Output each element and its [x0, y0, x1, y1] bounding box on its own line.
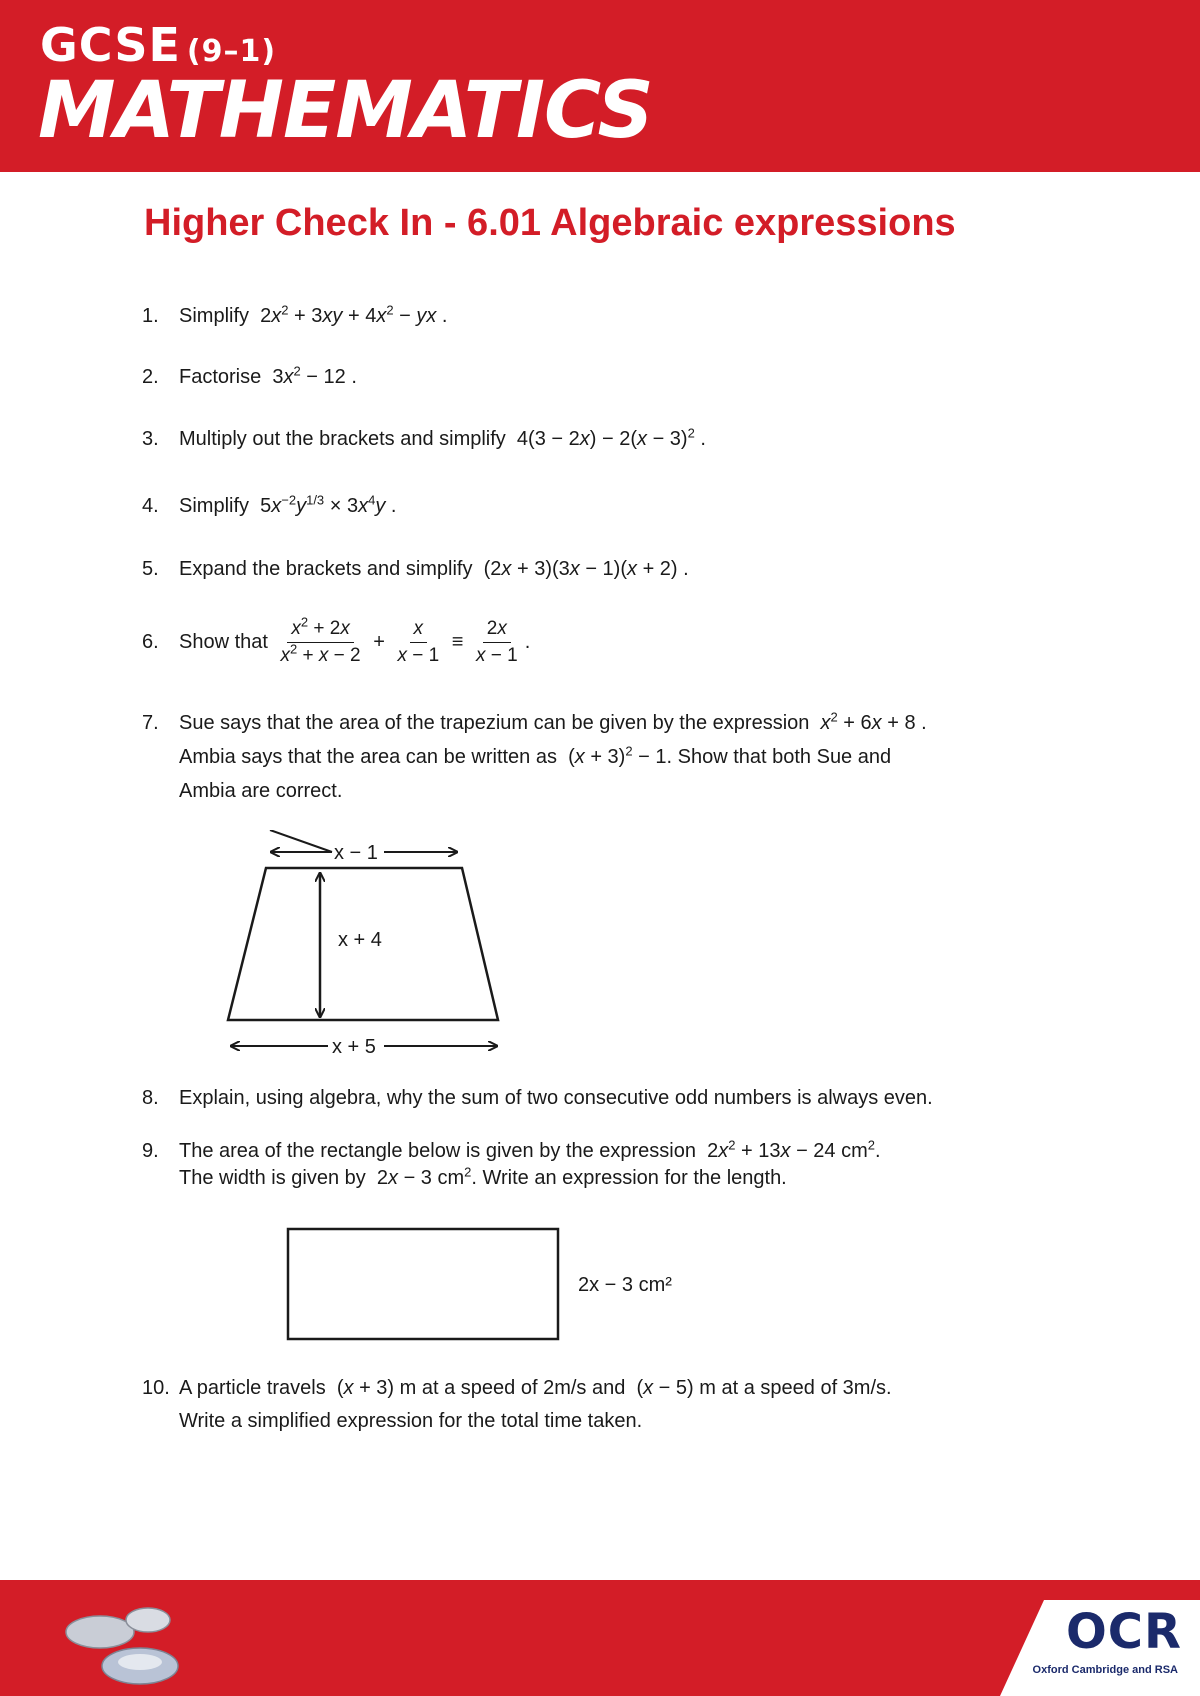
- question-number: 2.: [142, 366, 159, 388]
- top-side-label: x − 1: [334, 842, 378, 864]
- footer-banner: [0, 1580, 1200, 1696]
- ocr-logo: OCR: [1066, 1604, 1182, 1660]
- question-2: [142, 361, 357, 393]
- question-text: Show that: [179, 631, 268, 653]
- grade-range: (9–1): [186, 34, 277, 69]
- question-text: Write a simplified expression for the total time taken.: [179, 1410, 643, 1432]
- gcse-label: [40, 18, 277, 72]
- question-number: 10.: [142, 1377, 170, 1399]
- question-3: [142, 423, 706, 455]
- height-label: x + 4: [338, 929, 382, 951]
- math-expression: $2x^2 + 3xy + 4x^2$ − yx .: [254, 302, 448, 327]
- question-number: 6.: [142, 631, 159, 653]
- question-text: Multiply out the brackets and simplify: [179, 428, 506, 450]
- question-number: 4.: [142, 495, 159, 517]
- header-banner: [0, 0, 1200, 172]
- math-expression: $5x^{-2}y^{1/3} \times 3x^4y$ .: [254, 492, 397, 517]
- question-6: [142, 613, 530, 671]
- math-expression: $3x^2 - 12$ .: [266, 363, 357, 388]
- question-text: Ambia says that the area can be written as: [179, 746, 557, 768]
- question-text: The area of the rectangle below is given by the expression: [179, 1140, 696, 1162]
- page-title: Higher Check In - 6.01 Algebraic expressions: [144, 202, 956, 244]
- question-8: [142, 1082, 933, 1114]
- question-9: [142, 1138, 881, 1192]
- question-text: Ambia are correct.: [179, 780, 343, 802]
- math-expression: $2x^2 + 13x - 24$ $cm^2$.: [701, 1137, 881, 1162]
- question-4: [142, 490, 396, 522]
- rectangle-width-label: 2x − 3 cm²: [578, 1274, 672, 1296]
- math-expression: $\frac{x^2 + 2x}{x^2 + x - 2}$ + $\frac{x}{x - 1}$ ≡ $\frac{2x}{x - 1}$ .: [280, 614, 531, 667]
- ocr-logo-subtitle: Oxford Cambridge and RSA: [1032, 1664, 1178, 1676]
- math-expression: (x − 5): [630, 1377, 700, 1399]
- math-expression: $x^2 + 6x + 8$ .: [820, 709, 927, 734]
- question-number: 8.: [142, 1087, 159, 1109]
- question-number: 3.: [142, 428, 159, 450]
- question-number: 7.: [142, 712, 159, 734]
- math-expression: (x + 3): [331, 1377, 400, 1399]
- question-text: Explain, using algebra, why the sum of two consecutive odd numbers is always even.: [179, 1087, 933, 1109]
- question-text: Factorise: [179, 366, 262, 388]
- question-7: [142, 706, 927, 808]
- question-1: [142, 300, 448, 332]
- question-number: 9.: [142, 1140, 159, 1162]
- question-text: . Show that both Sue and: [666, 746, 892, 768]
- question-text: m at a speed of 2m/s and: [399, 1377, 626, 1399]
- question-10: [142, 1372, 892, 1438]
- question-number: 1.: [142, 305, 159, 327]
- question-text: Expand the brackets and simplify: [179, 558, 473, 580]
- question-text: Sue says that the area of the trapezium can be given by the expression: [179, 712, 810, 734]
- question-5: [142, 553, 689, 585]
- gcse-text: GCSE: [40, 18, 181, 72]
- rectangle-shape: [288, 1229, 558, 1339]
- question-text: Simplify: [179, 305, 250, 327]
- subject-title: MATHEMATICS: [38, 66, 653, 156]
- question-text: The width is given by: [179, 1167, 366, 1189]
- decorative-image: [60, 1590, 200, 1690]
- top-arrow-left: [270, 830, 332, 852]
- rectangle-diagram: [280, 1225, 700, 1345]
- math-expression: $4(3 - 2x) - 2(x - 3)^2$ .: [511, 425, 706, 450]
- question-text: Simplify: [179, 495, 250, 517]
- trapezium-diagram: [200, 830, 520, 1062]
- question-number: 5.: [142, 558, 159, 580]
- math-expression: (2x + 3)(3x − 1)(x + 2) .: [478, 558, 689, 580]
- math-expression: $(x + 3)^2 - 1$: [562, 743, 667, 768]
- question-text: m at a speed of 3m/s.: [699, 1377, 892, 1399]
- question-text: A particle travels: [179, 1377, 326, 1399]
- question-text: . Write an expression for the length.: [471, 1167, 787, 1189]
- math-expression: 2x − 3 $cm^2$: [371, 1164, 472, 1189]
- bottom-side-label: x + 5: [332, 1036, 376, 1058]
